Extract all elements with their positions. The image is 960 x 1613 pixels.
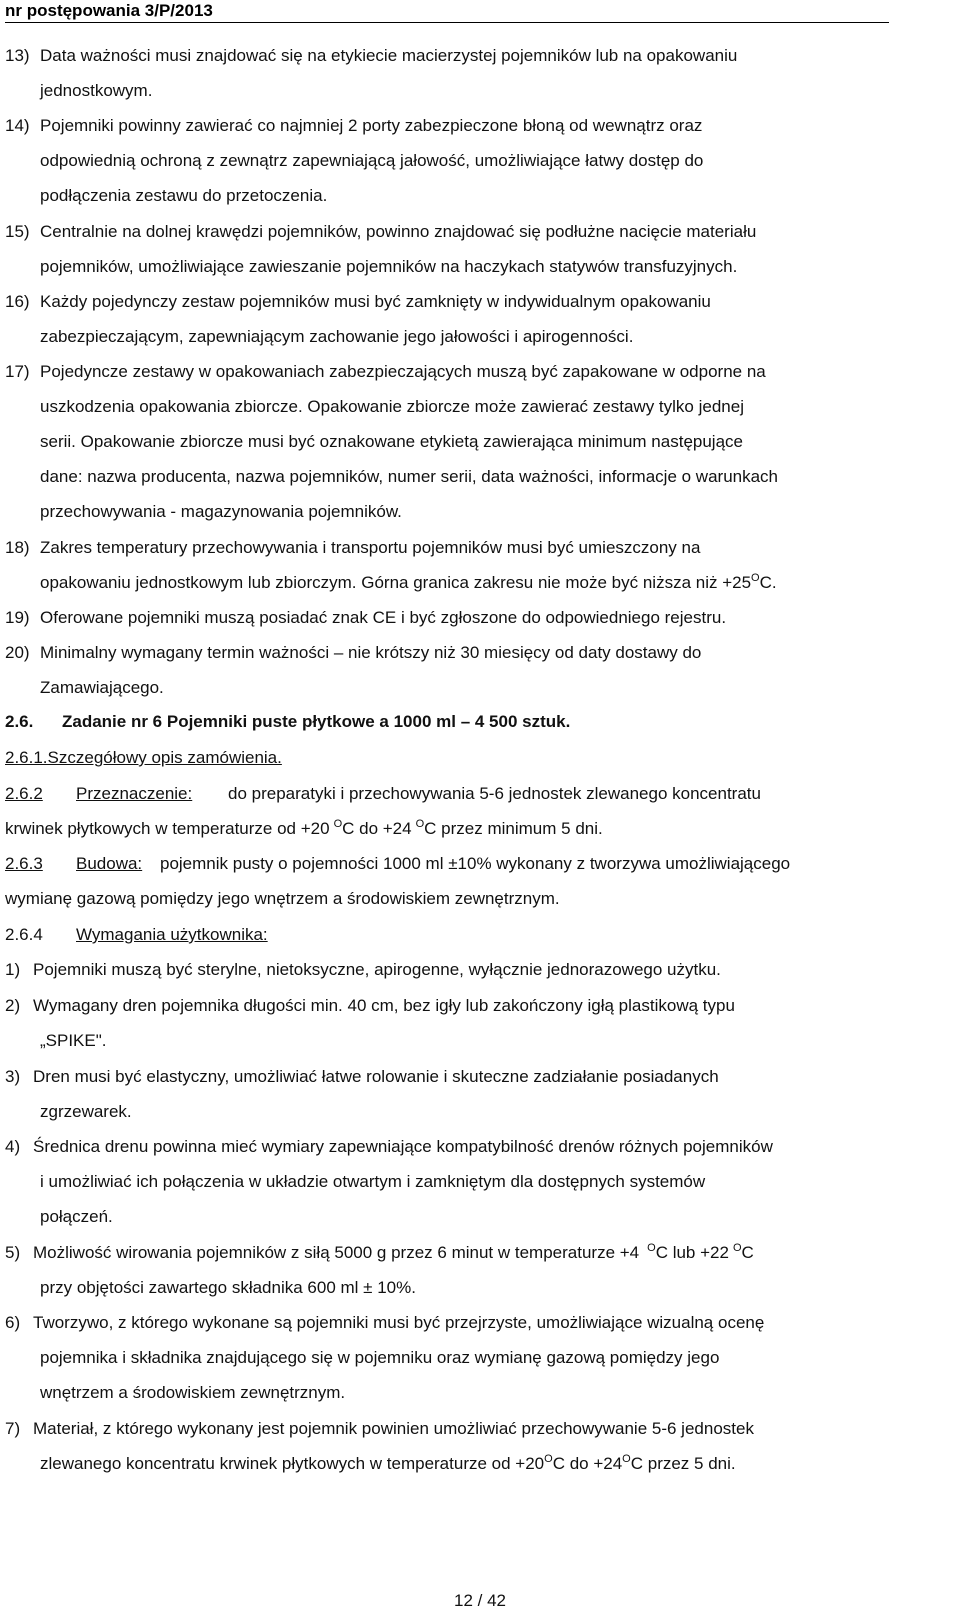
item-text-line: podłączenia zestawu do przetoczenia. [40, 186, 328, 205]
item-text-line [33, 1242, 754, 1264]
text-segment: C do +24 [552, 1454, 623, 1473]
item-text-line: zgrzewarek. [40, 1102, 132, 1121]
item-number: 18) [5, 538, 30, 557]
degree-superscript: O [333, 818, 343, 830]
text-segment: zlewanego koncentratu krwinek płytkowych w temperaturze od +20 [40, 1454, 545, 1473]
text-segment: C. [759, 573, 777, 592]
section-number: 2.6. [5, 712, 34, 731]
item-text-line: Dren musi być elastyczny, umożliwiać łatwe rolowanie i skuteczne zadziałanie posiadanych [33, 1067, 719, 1086]
item-number: 3) [5, 1067, 21, 1086]
item-number: 4) [5, 1137, 21, 1156]
item-text-line [40, 1453, 736, 1475]
item-text-line: Minimalny wymagany termin ważności – nie krótszy niż 30 miesięcy od daty dostawy do [40, 643, 702, 662]
item-text-line: Pojemniki muszą być sterylne, nietoksyczne, apirogenne, wyłącznie jednorazowego użytku. [33, 960, 721, 979]
item-text-line [40, 572, 777, 594]
item-number: 2) [5, 996, 21, 1015]
item-number: 20) [5, 643, 30, 662]
subsection-number: 2.6.4 [5, 925, 43, 944]
subsection-text-line: pojemnik pusty o pojemności 1000 ml ±10% wykonany z tworzywa umożliwiającego [160, 854, 791, 873]
item-number: 16) [5, 292, 30, 311]
subsection-heading: 2.6.1.Szczegółowy opis zamówienia. [5, 748, 282, 767]
item-text-line: Oferowane pojemniki muszą posiadać znak CE i być zgłoszone do odpowiedniego rejestru. [40, 608, 727, 627]
text-segment: opakowaniu jednostkowym lub zbiorczym. Górna granica zakresu nie może być niższa niż +25 [40, 573, 752, 592]
item-text-line: Pojemniki powinny zawierać co najmniej 2 porty zabezpieczone błoną od wewnątrz oraz [40, 116, 703, 135]
item-text-line: i umożliwiać ich połączenia w układzie otwartym i zamkniętym dla dostępnych systemów [40, 1172, 706, 1191]
text-segment: Możliwość wirowania pojemników z siłą 5000 g przez 6 minut w temperaturze +4 [33, 1243, 640, 1262]
item-text-line: przy objętości zawartego składnika 600 ml ± 10%. [40, 1278, 416, 1297]
subsection-label: Budowa: [76, 854, 143, 873]
item-text-line: „SPIKE". [40, 1031, 107, 1050]
item-text-line: Zamawiającego. [40, 678, 164, 697]
text-segment: C przez 5 dni. [630, 1454, 736, 1473]
item-text-line: odpowiednią ochroną z zewnątrz zapewniającą jałowość, umożliwiające łatwy dostęp do [40, 151, 704, 170]
item-number: 14) [5, 116, 30, 135]
item-number: 5) [5, 1243, 21, 1262]
item-text-line: Zakres temperatury przechowywania i transportu pojemników musi być umieszczony na [40, 538, 701, 557]
item-text-line: jednostkowym. [40, 81, 153, 100]
item-number: 13) [5, 46, 30, 65]
subsection-label: Wymagania użytkownika: [76, 925, 268, 944]
item-text-line: zabezpieczającym, zapewniającym zachowanie jego jałowości i apirogenności. [40, 327, 634, 346]
item-text-line: Pojedyncze zestawy w opakowaniach zabezpieczających muszą być zapakowane w odporne na [40, 362, 766, 381]
item-text-line: wnętrzem a środowiskiem zewnętrznym. [40, 1383, 346, 1402]
text-segment: C lub +22 [655, 1243, 729, 1262]
item-text-line: uszkodzenia opakowania zbiorcze. Opakowanie zbiorcze może zawierać zestawy tylko jednej [40, 397, 744, 416]
item-text-line: Tworzywo, z którego wykonane są pojemniki musi być przejrzyste, umożliwiające wizualną ocenę [33, 1313, 765, 1332]
item-text-line: pojemników, umożliwiające zawieszanie pojemników na haczykach statywów transfuzyjnych. [40, 257, 738, 276]
item-text-line: pojemnika i składnika znajdującego się w pojemniku oraz wymianę gazową pomiędzy jego [40, 1348, 720, 1367]
item-number: 6) [5, 1313, 21, 1332]
degree-superscript: O [415, 818, 425, 830]
item-text-line: Data ważności musi znajdować się na etykiecie macierzystej pojemników lub na opakowaniu [40, 46, 738, 65]
item-text-line: Materiał, z którego wykonany jest pojemnik powinien umożliwiać przechowywanie 5-6 jednostek [33, 1419, 754, 1438]
item-text-line: Wymagany dren pojemnika długości min. 40 cm, bez igły lub zakończony igłą plastikową typu [33, 996, 735, 1015]
text-segment: C [741, 1243, 754, 1262]
text-segment: C przez minimum 5 dni. [424, 819, 603, 838]
degree-superscript: O [751, 572, 760, 584]
item-text-line: Centralnie na dolnej krawędzi pojemników, powinno znajdować się podłużne nacięcie materiału [40, 222, 757, 241]
degree-superscript: O [647, 1242, 656, 1254]
item-text-line: serii. Opakowanie zbiorcze musi być oznakowane etykietą zawierająca minimum następujące [40, 432, 743, 451]
item-number: 17) [5, 362, 30, 381]
subsection-text-line [5, 818, 603, 840]
item-text-line: przechowywania - magazynowania pojemników. [40, 502, 402, 521]
subsection-number: 2.6.2 [5, 784, 43, 803]
item-number: 19) [5, 608, 30, 627]
degree-superscript: O [732, 1242, 742, 1254]
subsection-number: 2.6.3 [5, 854, 43, 873]
section-title: Zadanie nr 6 Pojemniki puste płytkowe a 1000 ml – 4 500 sztuk. [62, 712, 571, 731]
degree-superscript: O [622, 1453, 631, 1465]
item-text-line: dane: nazwa producenta, nazwa pojemników, numer serii, data ważności, informacje o warunkach [40, 467, 779, 486]
degree-superscript: O [544, 1453, 553, 1465]
item-text-line: Każdy pojedynczy zestaw pojemników musi być zamknięty w indywidualnym opakowaniu [40, 292, 711, 311]
page-number: 12 / 42 [454, 1591, 506, 1610]
subsection-text-line: do preparatyki i przechowywania 5-6 jednostek zlewanego koncentratu [228, 784, 761, 803]
text-segment: krwinek płytkowych w temperaturze od +20 [5, 819, 330, 838]
item-number: 15) [5, 222, 30, 241]
item-text-line: Średnica drenu powinna mieć wymiary zapewniające kompatybilność drenów różnych pojemników [33, 1137, 773, 1156]
item-number: 1) [5, 960, 21, 979]
subsection-text-line: wymianę gazową pomiędzy jego wnętrzem a środowiskiem zewnętrznym. [5, 889, 560, 908]
subsection-label: Przeznaczenie: [76, 784, 193, 803]
item-text-line: połączeń. [40, 1207, 113, 1226]
text-segment: C do +24 [342, 819, 412, 838]
page-header: nr postępowania 3/P/2013 [5, 0, 889, 23]
item-number: 7) [5, 1419, 21, 1438]
